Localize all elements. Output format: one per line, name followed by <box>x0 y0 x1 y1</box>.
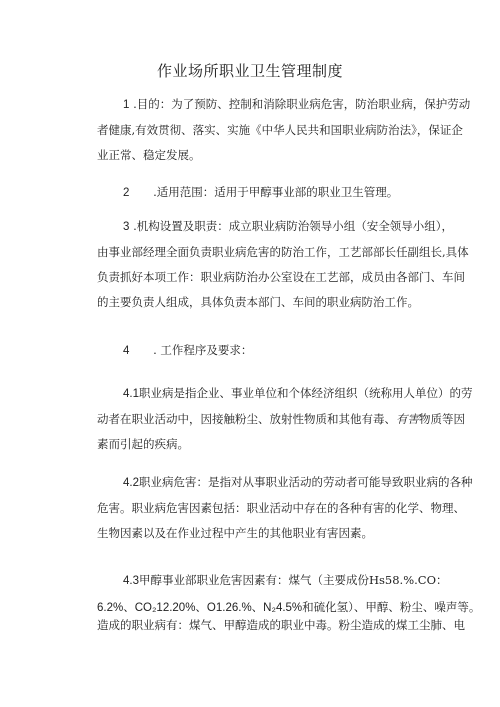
paragraph-line: 生物因素以及在作业过程中产生的其他职业有害因素。 <box>97 526 373 540</box>
section-number: 4.1 <box>123 388 139 400</box>
section-number: 2 <box>123 187 130 199</box>
paragraph-line: 物质等因 <box>419 412 465 426</box>
paragraph-line: 危害。职业病危害因素包括：职业活动中存在的各种有害的化学、物理、 <box>97 501 465 515</box>
paragraph-line: 业正常、稳定发展。 <box>97 148 201 162</box>
section-2-scope <box>97 180 432 206</box>
section-4-2-hazards <box>97 470 473 546</box>
paragraph-line: 职业病危害：是指对从事职业活动的劳动者可能导致职业病的各种 <box>139 475 473 489</box>
paragraph-line: 的主要负责人组成，具体负责本部门、车间的职业病防治工作。 <box>97 295 419 309</box>
paragraph-line: 素而引起的疾病。 <box>97 437 189 451</box>
section-number: 4.3 <box>123 575 139 587</box>
paragraph-line: 造成的职业病有：煤气、甲醇造成的职业中毒。粉尘造成的煤工尘肺、电 <box>97 618 465 632</box>
paragraph-line: . 工作程序及要求： <box>153 343 253 357</box>
section-number: 4 <box>123 345 130 357</box>
paragraph-line: 由事业部经理全面负责职业病危害的防治工作，工艺部部长任副组长,具体 <box>97 245 469 259</box>
section-number: 1 <box>123 99 130 111</box>
section-number: 4.2 <box>123 477 139 489</box>
paragraph-line: .机构设置及职责：成立职业病防治领导小组（安全领导小组）， <box>133 219 453 233</box>
paragraph-line: 6.2%、CO₂12.20%、O1.26.%、N₂4.5%和硫化氢）、甲醇、粉尘、噪声等。 <box>97 602 481 614</box>
section-number: 3 <box>123 221 130 233</box>
document-title: 作业场所职业卫生管理制度 <box>156 62 343 80</box>
section-3-organization <box>97 214 469 315</box>
paragraph-line: 负责抓好本项工作：职业病防治办公室设在工艺部，成员由各部门、车间 <box>97 270 465 284</box>
section-4-3-hazard-factors <box>97 568 448 594</box>
paragraph-line: .目的：为了预防、控制和消除职业病危害，防治职业病，保护劳动 <box>133 97 471 111</box>
section-4-procedure <box>97 338 432 364</box>
paragraph-line: 者健康,有效贯彻、落实、实施《中华人民共和国职业病防治法》，保证企 <box>97 123 463 137</box>
section-4-1-definition <box>97 381 473 457</box>
paragraph-line: 职业病是指企业、事业单位和个体经济组织（统称用人单位）的劳 <box>139 386 473 400</box>
paragraph-line: 甲醇事业部职业危害因素有：煤气（主要成份Hs58.%.CO： <box>139 573 448 587</box>
section-4-3-continued <box>97 600 481 634</box>
paragraph-line: 有害 <box>396 412 419 426</box>
paragraph-line: 动者在职业活动中，因接触粉尘、放射性物质和其他有毒、 <box>97 412 396 426</box>
section-1-purpose <box>97 92 471 168</box>
paragraph-line: .适用范围：适用于甲醇事业部的职业卫生管理。 <box>153 185 399 199</box>
